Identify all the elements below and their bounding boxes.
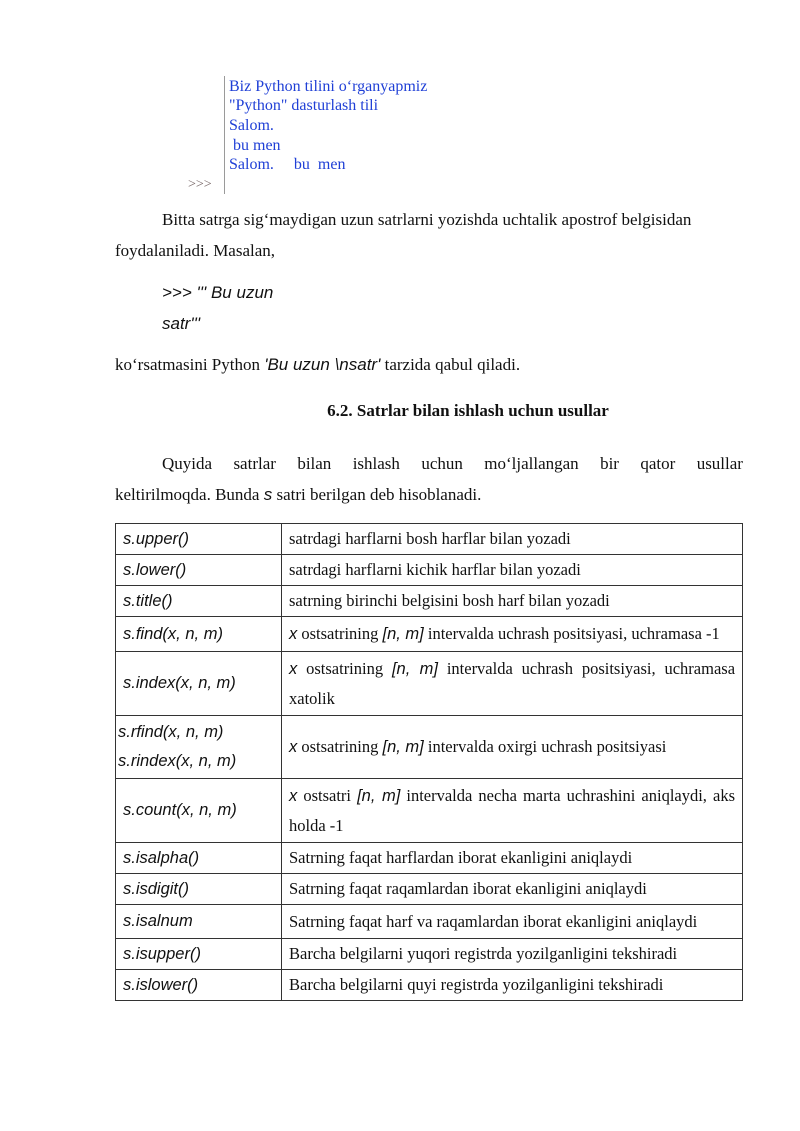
method-name: s.title(): [116, 586, 282, 617]
text: intervalda oxirgi uchrash positsiyasi: [423, 737, 667, 756]
method-description: satrdagi harflarni kichik harflar bilan yozadi: [282, 555, 743, 586]
method-name: s.upper(): [116, 524, 282, 555]
shell-line: Salom. bu men: [229, 156, 346, 173]
word: uchun: [421, 454, 463, 473]
table-row: [116, 555, 743, 586]
table-row: [116, 524, 743, 555]
word: usullar: [696, 454, 743, 473]
method-description: Satrning faqat harflardan iborat ekanligini aniqlaydi: [282, 843, 743, 874]
word: qator: [640, 454, 676, 473]
text: satri berilgan deb hisoblanadi.: [272, 485, 482, 504]
method-description: [282, 617, 743, 652]
method-name: s.count(x, n, m): [116, 779, 282, 843]
method-description: satrdagi harflarni bosh harflar bilan yozadi: [282, 524, 743, 555]
table-row: [116, 586, 743, 617]
table-row: [116, 617, 743, 652]
method-description: satrning birinchi belgisini bosh harf bilan yozadi: [282, 586, 743, 617]
text: ostsatrining: [297, 659, 392, 678]
paragraph-line: foydalaniladi. Masalan,: [115, 241, 276, 260]
shell-line: "Python" dasturlash tili: [229, 97, 379, 114]
text: intervalda uchrash positsiyasi, uchramasa xatolik: [289, 659, 736, 708]
word: satrlar: [233, 454, 276, 473]
method-name-line: s.rfind(x, n, m): [118, 723, 224, 741]
table-row: [116, 939, 743, 970]
param: x: [289, 787, 298, 805]
text: ostsatrining: [297, 624, 383, 643]
word: Quyida: [162, 454, 213, 473]
method-description: Barcha belgilarni yuqori registrda yozilganligini tekshiradi: [282, 939, 743, 970]
text: keltirilmoqda. Bunda: [115, 485, 264, 504]
paragraph-line: [115, 480, 481, 510]
text: ostsatri: [297, 786, 358, 805]
param: [n, m]: [357, 787, 401, 805]
table-row: [116, 779, 743, 843]
method-name: s.isalpha(): [116, 843, 282, 874]
text: ostsatrining: [297, 737, 383, 756]
method-name: s.islower(): [116, 970, 282, 1001]
shell-line: Biz Python tilini o‘rganyapmiz: [229, 78, 428, 95]
inline-code: s: [263, 485, 273, 504]
table-row: [116, 970, 743, 1001]
paragraph: [115, 350, 520, 380]
text: intervalda necha marta uchrashini aniqlaydi, aks holda -1: [289, 786, 736, 835]
table-row: [116, 652, 743, 716]
param: x: [289, 660, 298, 678]
param: x: [289, 625, 298, 643]
param: x: [289, 738, 298, 756]
method-name: s.isupper(): [116, 939, 282, 970]
shell-output-box: [224, 76, 465, 194]
method-description: Barcha belgilarni quyi registrda yozilganligini tekshiradi: [282, 970, 743, 1001]
shell-line: bu men: [229, 137, 281, 154]
text: ko‘rsatmasini Python: [115, 355, 265, 374]
method-name: s.isalnum: [116, 905, 282, 939]
param: [n, m]: [382, 625, 424, 643]
word: bir: [600, 454, 619, 473]
method-description: [282, 652, 743, 716]
table-row: [116, 843, 743, 874]
word: bilan: [297, 454, 332, 473]
method-name: s.index(x, n, m): [116, 652, 282, 716]
section-heading-text: 6.2. Satrlar bilan ishlash uchun usullar: [327, 401, 609, 420]
param: [n, m]: [391, 660, 438, 678]
shell-prompt: >>>: [188, 177, 212, 192]
code-example-line: satr''': [162, 314, 201, 333]
inline-code: 'Bu uzun \nsatr': [264, 355, 381, 374]
method-name: s.lower(): [116, 555, 282, 586]
method-description: Satrning faqat harf va raqamlardan iborat ekanligini aniqlaydi: [282, 905, 743, 939]
word: mo‘ljallangan: [484, 454, 579, 473]
section-heading: [0, 401, 800, 421]
method-description: [282, 716, 743, 779]
param: [n, m]: [382, 738, 424, 756]
method-name: s.isdigit(): [116, 874, 282, 905]
method-description: [282, 779, 743, 843]
shell-line: Salom.: [229, 117, 274, 134]
method-name: [116, 716, 282, 779]
method-description: Satrning faqat raqamlardan iborat ekanligini aniqlaydi: [282, 874, 743, 905]
word: ishlash: [352, 454, 400, 473]
paragraph-line: [162, 449, 743, 479]
table-row: [116, 905, 743, 939]
code-example-line: >>> ''' Bu uzun: [162, 283, 274, 302]
text: tarzida qabul qiladi.: [380, 355, 521, 374]
table-row: [116, 874, 743, 905]
text: intervalda uchrash positsiyasi, uchramasa -1: [423, 624, 720, 643]
paragraph-line: Bitta satrga sig‘maydigan uzun satrlarni yozishda uchtalik apostrof belgisidan: [162, 210, 692, 229]
method-name: s.find(x, n, m): [116, 617, 282, 652]
table-row: [116, 716, 743, 779]
string-methods-table: [115, 523, 743, 1001]
method-name-line: s.rindex(x, n, m): [118, 752, 237, 770]
